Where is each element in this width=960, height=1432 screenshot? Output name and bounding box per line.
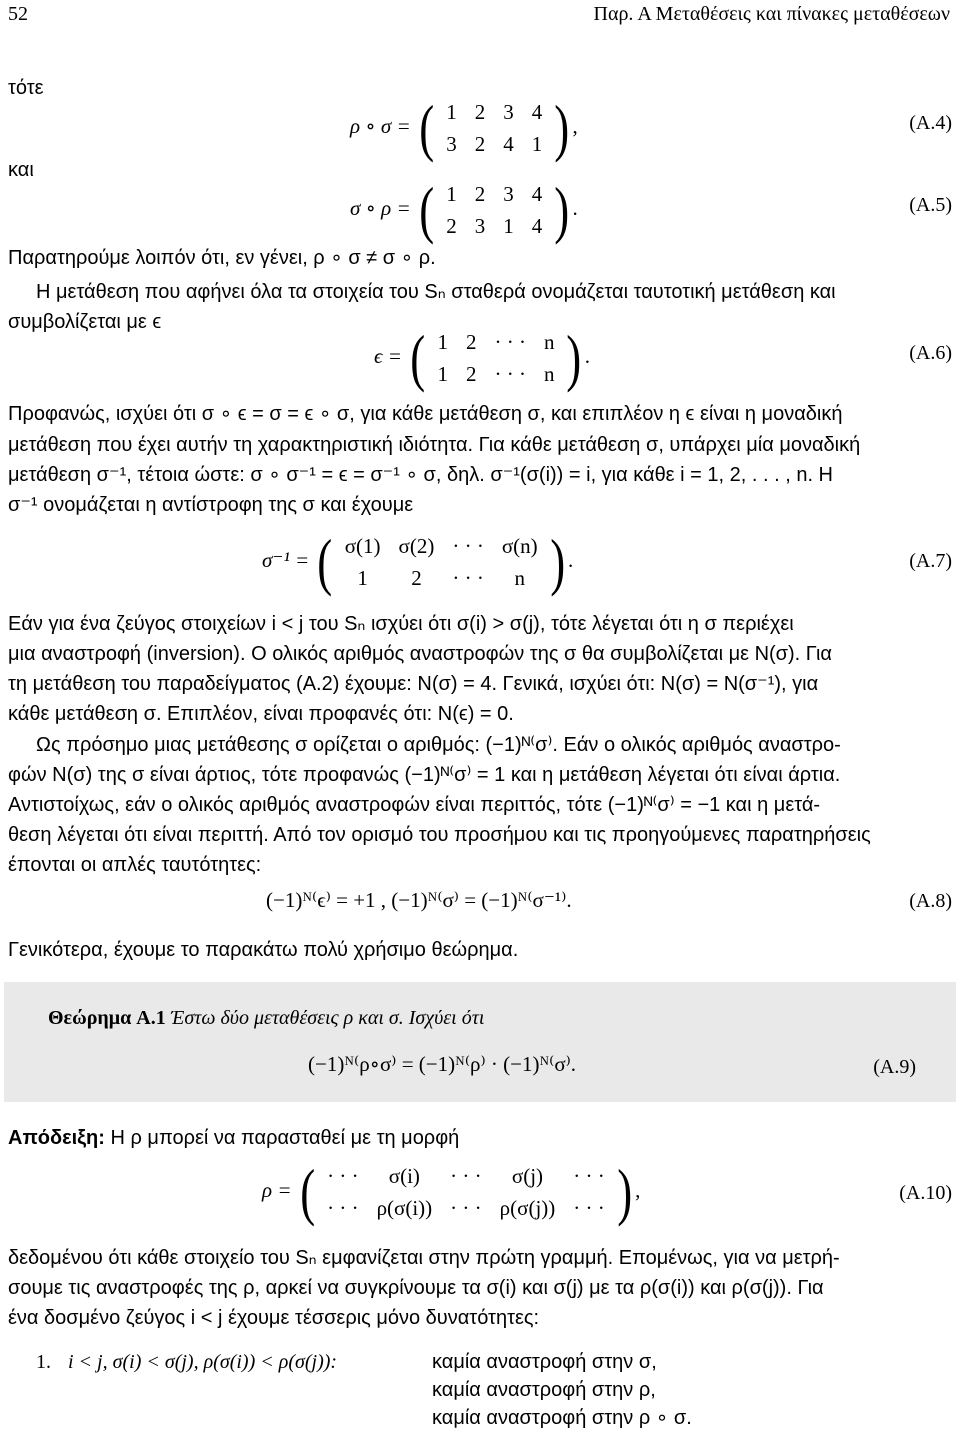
cell: ρ(σ(j)) (499, 1196, 556, 1220)
cell: n (543, 330, 555, 354)
eq-a5-lhs: σ ∘ ρ = (350, 195, 411, 220)
proof-heading: Απόδειξη: (8, 1127, 105, 1149)
matrix-a7 (336, 530, 547, 594)
cell: · · · (327, 1164, 359, 1188)
eq-label-a6: (A.6) (909, 342, 952, 364)
cell: σ(2) (398, 534, 435, 558)
cell: 2 (446, 214, 457, 238)
paragraph-1: Παρατηρούμε λοιπόν ότι, εν γένει, ρ ∘ σ ≠ σ ∘ ρ. (8, 247, 436, 269)
cell: · · · (494, 330, 526, 354)
cell: · · · (494, 362, 526, 386)
right-paren: ) (566, 322, 582, 393)
list-item-line1: καμία αναστροφή στην σ, (432, 1351, 657, 1373)
equation-a10 (262, 1156, 641, 1227)
cell: 1 (446, 100, 457, 124)
paragraph-6: Γενικότερα, έχουμε το παρακάτω πολύ χρήσιμο θεώρημα. (8, 939, 519, 961)
paragraph-5-line4: θεση λέγεται ότι είναι περιττή. Από τον ορισμό του προσήμου και τις προηγούμενες παρατηρήσεις (8, 824, 871, 846)
list-item-marker: 1. (36, 1351, 51, 1373)
left-paren: ( (299, 1156, 315, 1227)
proof-line (8, 1124, 459, 1152)
theorem-statement: Έστω δύο μεταθέσεις ρ και σ. Ισχύει ότι (170, 1007, 485, 1029)
cell: 3 (503, 182, 514, 206)
eq-a6-trail: . (584, 343, 590, 368)
cell: 2 (465, 330, 477, 354)
right-paren: ) (554, 92, 570, 163)
lead-word-tote: τότε (8, 77, 44, 99)
eq-label-a4: (A.4) (909, 112, 952, 134)
cell: 1 (503, 214, 514, 238)
cell: · · · (573, 1164, 605, 1188)
cell: 3 (474, 214, 486, 238)
cell: 2 (411, 566, 422, 590)
cell: σ(n) (501, 534, 538, 558)
eq-label-a7: (A.7) (909, 550, 952, 572)
cell: σ(i) (388, 1164, 420, 1188)
paragraph-4-line1: Εάν για ένα ζεύγος στοιχείων i < j του Sₙ ισχύει ότι σ(i) > σ(j), τότε λέγεται ότι η σ περιέχει (8, 613, 794, 635)
paragraph-4-line2: μια αναστροφή (inversion). Ο ολικός αριθμός αναστροφών της σ θα συμβολίζεται με N(σ). Για (8, 643, 832, 665)
eq-a6-lhs: ϵ = (374, 343, 402, 368)
eq-a4-trail: , (572, 113, 578, 138)
cell: 3 (503, 100, 514, 124)
cell: 1 (437, 362, 448, 386)
cell: 4 (531, 214, 543, 238)
left-paren: ( (410, 322, 426, 393)
cell: · · · (327, 1196, 359, 1220)
eq-label-a10: (A.10) (899, 1182, 952, 1204)
paragraph-3-line2: μετάθεση που έχει αυτήν τη χαρακτηριστική ιδιότητα. Για κάθε μετάθεση σ, υπάρχει μία μοναδική (8, 434, 861, 456)
eq-label-a5: (A.5) (909, 194, 952, 216)
theorem-line (48, 1004, 484, 1032)
cell: 1 (357, 566, 368, 590)
cell: 1 (531, 132, 543, 156)
cell: · · · (452, 566, 484, 590)
left-paren: ( (317, 526, 333, 597)
paragraph-3-line3: μετάθεση σ⁻¹, τέτοια ώστε: σ ∘ σ⁻¹ = ϵ = σ⁻¹ ∘ σ, δηλ. σ⁻¹(σ(i)) = i, για κάθε i = 1, 2, . . . , n. Η (8, 464, 833, 486)
theorem-heading: Θεώρημα A.1 (48, 1007, 166, 1029)
cell: σ(1) (344, 534, 381, 558)
page-number: 52 (8, 3, 28, 25)
matrix-a10 (318, 1160, 614, 1224)
matrix-a6 (428, 326, 563, 390)
cell: 2 (474, 132, 486, 156)
cell: ρ(σ(i)) (376, 1196, 433, 1220)
theorem-equation: (−1)ᴺ⁽ρ∘σ⁾ = (−1)ᴺ⁽ρ⁾ · (−1)ᴺ⁽σ⁾. (308, 1052, 577, 1076)
equation-a5 (350, 174, 578, 245)
left-paren: ( (419, 174, 435, 245)
cell: · · · (573, 1196, 605, 1220)
cell: 1 (446, 182, 457, 206)
right-paren: ) (554, 174, 570, 245)
right-paren: ) (549, 526, 565, 597)
left-paren: ( (419, 92, 435, 163)
paragraph-3-line1: Προφανώς, ισχύει ότι σ ∘ ϵ = σ = ϵ ∘ σ, για κάθε μετάθεση σ, και επιπλέον η ϵ είναι η μοναδική (8, 403, 843, 425)
equation-a4 (350, 92, 578, 163)
eq-a7-lhs: σ⁻¹ = (262, 547, 310, 572)
list-item-condition: i < j, σ(i) < σ(j), ρ(σ(i)) < ρ(σ(j)): (68, 1351, 338, 1373)
paragraph-2-line1: Η μετάθεση που αφήνει όλα τα στοιχεία του Sₙ σταθερά ονομάζεται ταυτοτική μετάθεση και (36, 281, 836, 303)
cell: 2 (465, 362, 477, 386)
paragraph-5-line2: φών N(σ) της σ είναι άρτιος, τότε προφανώς (−1)ᴺ⁽σ⁾ = 1 και η μετάθεση λέγεται ότι είναι άρτια. (8, 764, 841, 786)
cell: 2 (474, 182, 486, 206)
eq-a7-trail: . (567, 547, 574, 572)
eq-label-a8: (A.8) (909, 890, 952, 912)
right-paren: ) (616, 1156, 632, 1227)
cell: 4 (531, 182, 543, 206)
paragraph-3-line4: σ⁻¹ ονομάζεται η αντίστροφη της σ και έχουμε (8, 494, 414, 516)
paragraph-5-line1: Ως πρόσημο μιας μετάθεσης σ ορίζεται ο αριθμός: (−1)ᴺ⁽σ⁾. Εάν ο ολικός αριθμός αναστρο- (36, 734, 841, 756)
paragraph-2-line2: συμβολίζεται με ϵ (8, 311, 162, 333)
cell: · · · (450, 1164, 482, 1188)
paragraph-4-line4: κάθε μετάθεση σ. Επιπλέον, είναι προφανές ότι: N(ϵ) = 0. (8, 703, 514, 725)
cell: 2 (474, 100, 486, 124)
paragraph-7-line3: ένα δοσμένο ζεύγος i < j έχουμε τέσσερις μόνο δυνατότητες: (8, 1307, 540, 1329)
cell: n (514, 566, 525, 590)
lead-word-kai: και (8, 159, 34, 181)
paragraph-7-line1: δεδομένου ότι κάθε στοιχείο του Sₙ εμφανίζεται στην πρώτη γραμμή. Επομένως, για να μετρή- (8, 1247, 840, 1269)
theorem-box (4, 982, 956, 1102)
eq-a10-trail: , (635, 1177, 641, 1202)
eq-a5-trail: . (572, 195, 578, 220)
proof-text: Η ρ μπορεί να παρασταθεί με τη μορφή (110, 1127, 460, 1149)
cell: 1 (437, 330, 448, 354)
paragraph-5-line5: έπονται οι απλές ταυτότητες: (8, 854, 262, 876)
cell: σ(j) (511, 1164, 544, 1188)
eq-a4-lhs: ρ ∘ σ = (350, 113, 411, 138)
list-item-line3: καμία αναστροφή στην ρ ∘ σ. (432, 1407, 692, 1429)
list-item-line2: καμία αναστροφή στην ρ, (432, 1379, 656, 1401)
equation-a8: (−1)ᴺ⁽ϵ⁾ = +1 , (−1)ᴺ⁽σ⁾ = (−1)ᴺ⁽σ⁻¹⁾. (266, 888, 572, 912)
paragraph-7-line2: σουμε τις αναστροφές της ρ, αρκεί να συγκρίνουμε τα σ(i) και σ(j) με τα ρ(σ(i)) και ρ(σ(j)). Για (8, 1277, 824, 1299)
paragraph-4-line3: τη μετάθεση του παραδείγματος (A.2) έχουμε: N(σ) = 4. Γενικά, ισχύει ότι: N(σ) = N(σ⁻¹), για (8, 673, 819, 695)
running-title: Παρ. Α Μεταθέσεις και πίνακες μεταθέσεων (593, 3, 950, 25)
cell: n (543, 362, 555, 386)
matrix-a5 (437, 178, 551, 242)
cell: 4 (503, 132, 514, 156)
cell: · · · (452, 534, 484, 558)
equation-a7 (262, 526, 574, 597)
cell: · · · (450, 1196, 482, 1220)
eq-a10-lhs: ρ = (262, 1177, 292, 1202)
eq-label-a9: (A.9) (873, 1056, 916, 1078)
cell: 3 (446, 132, 457, 156)
equation-a6 (374, 322, 590, 393)
cell: 4 (531, 100, 543, 124)
matrix-a4 (437, 96, 551, 160)
paragraph-5-line3: Αντιστοίχως, εάν ο ολικός αριθμός αναστροφών είναι περιττός, τότε (−1)ᴺ⁽σ⁾ = −1 και η μετά- (8, 794, 821, 816)
